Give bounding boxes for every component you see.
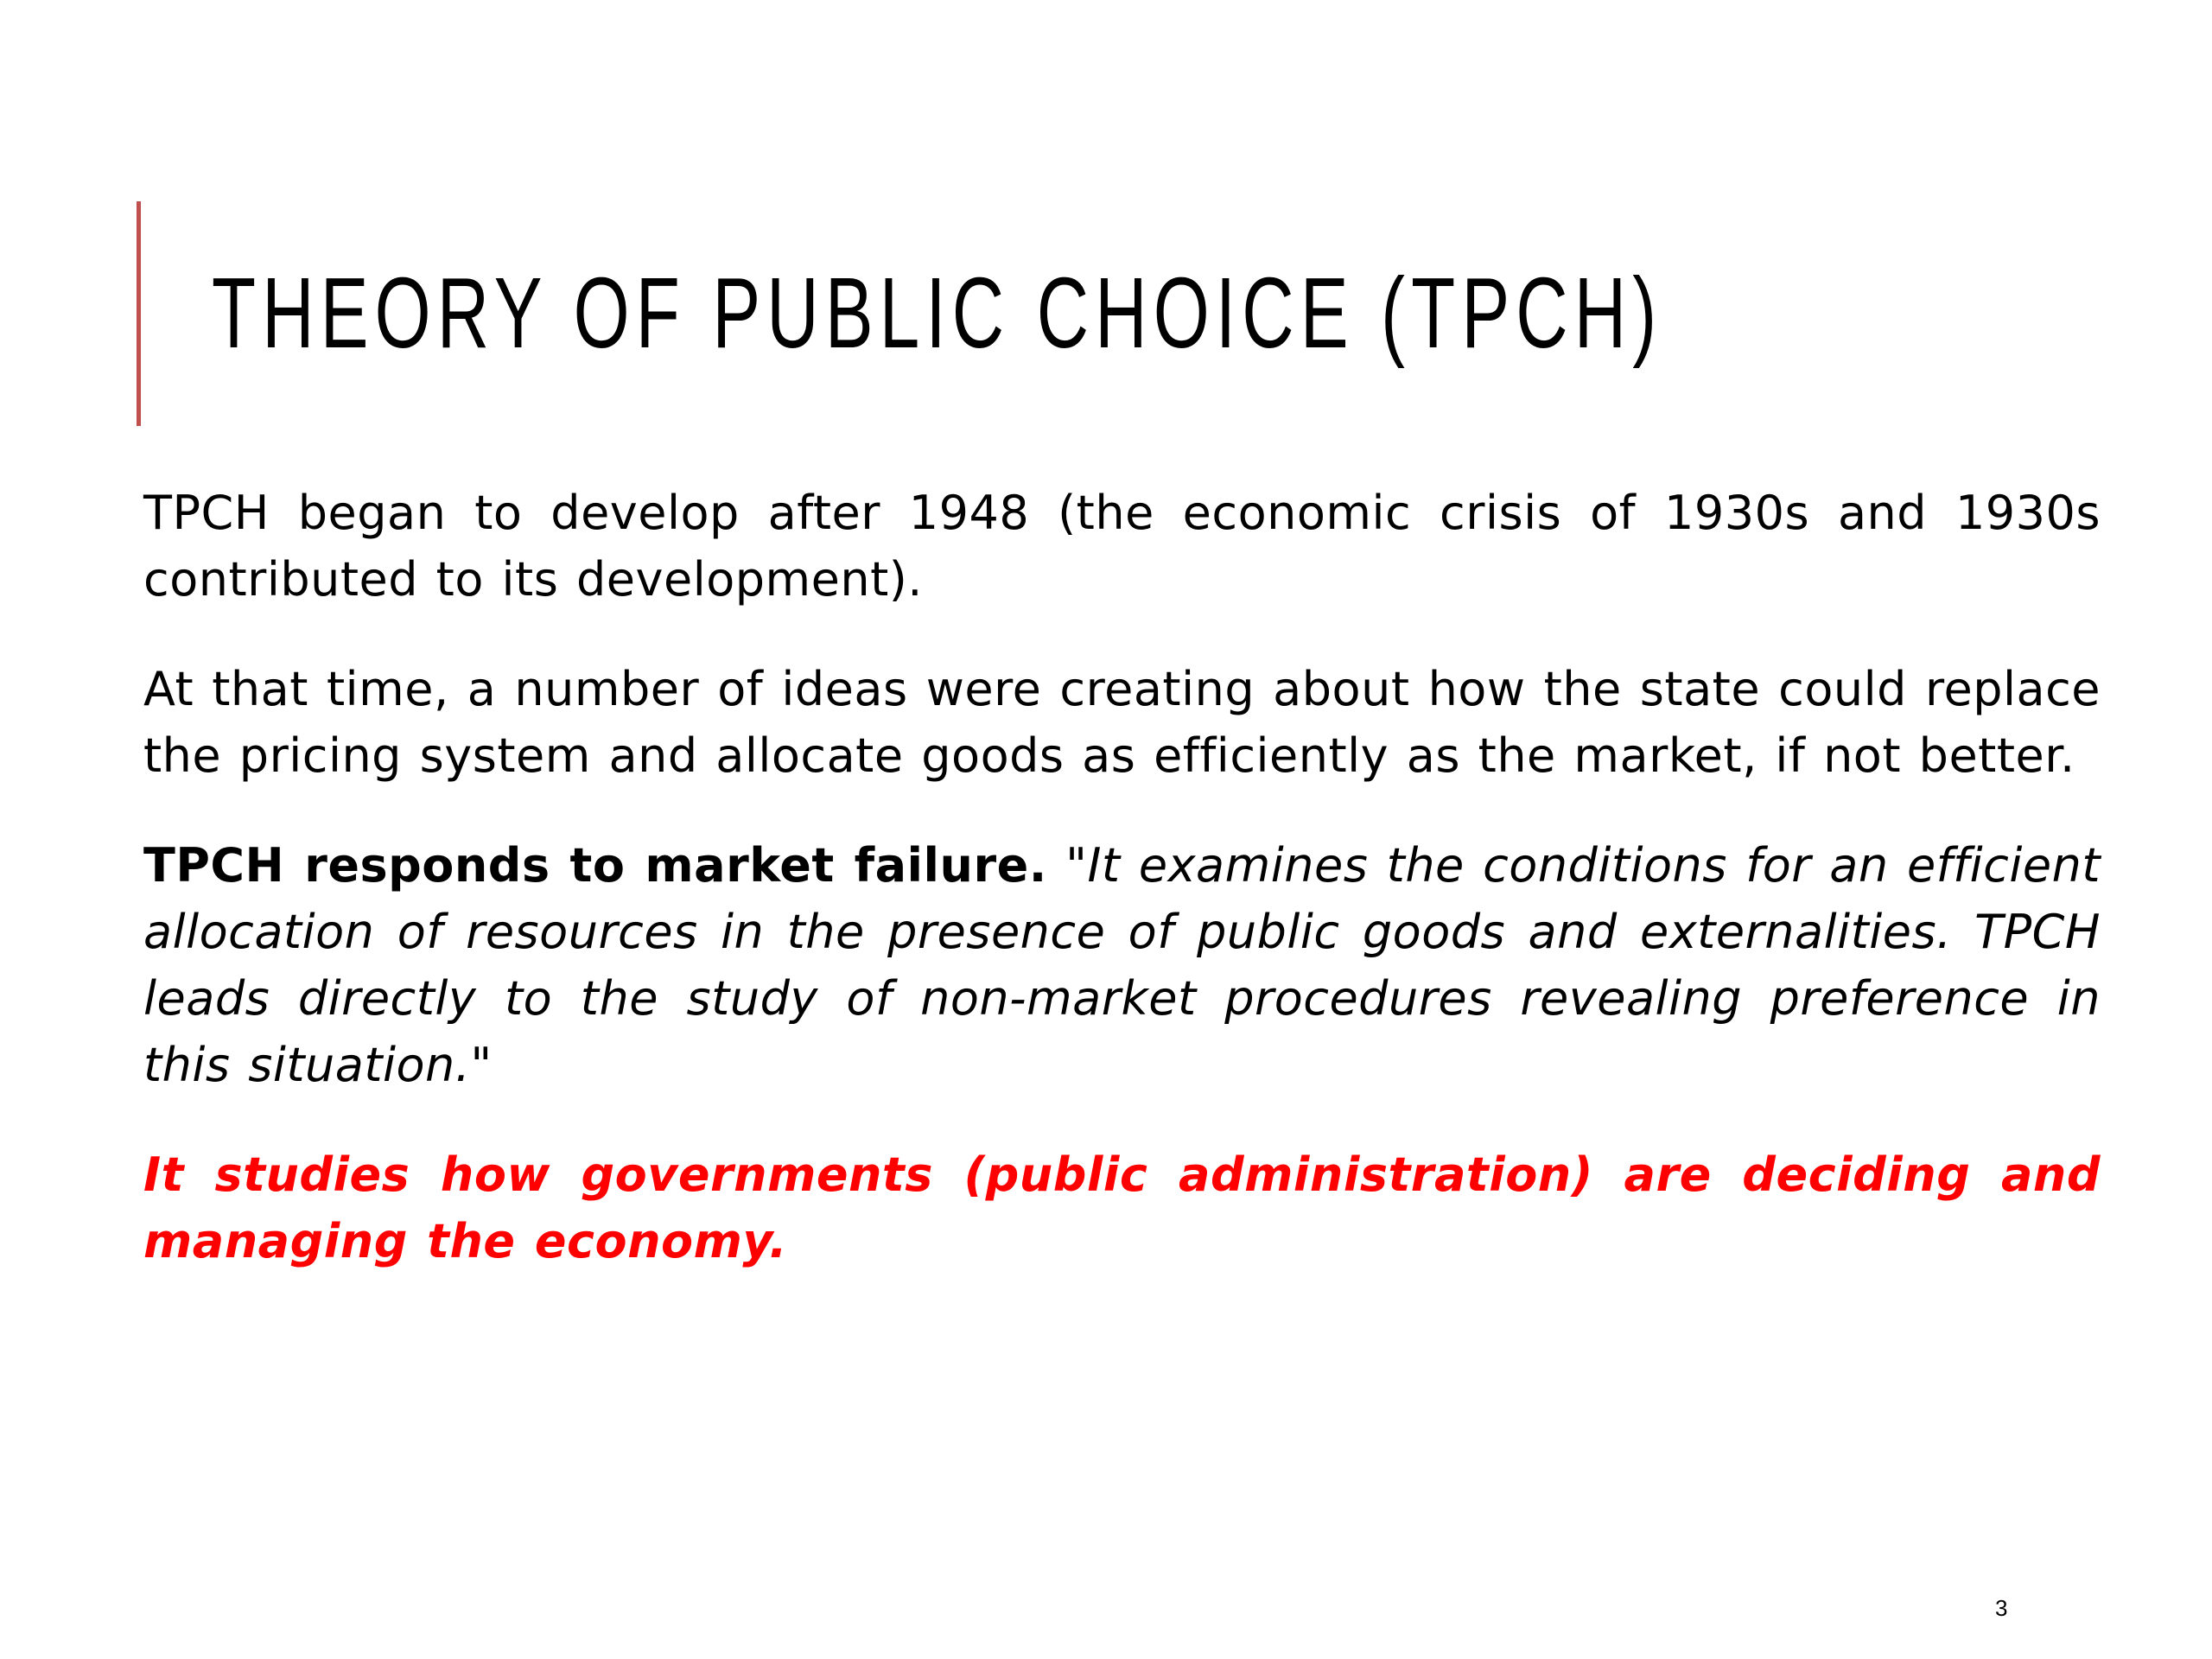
slide-title: THEORY OF PUBLIC CHOICE (TPCH) (212, 257, 1663, 369)
slide-body (143, 480, 2101, 1318)
paragraph-development: TPCH began to develop after 1948 (the economic crisis of 1930s and 1930s contributed to its development). (143, 486, 2101, 607)
paragraph-state-ideas: At that time, a number of ideas were creating about how the state could replace the pricing system and allocate goods as efficiently as the market, if not better. (143, 662, 2101, 783)
market-failure-quote: "It examines the conditions for an efficient allocation of resources in the presence of public goods and externalities. TPCH leads directly to the study of non-market procedures revealing preference in this situation." (143, 838, 2101, 1092)
paragraph-governments-highlight: It studies how governments (public administration) are deciding and managing the economy. (143, 1147, 2101, 1268)
paragraph-market-failure (143, 832, 2101, 1098)
page-number: 3 (1995, 1595, 2008, 1621)
market-failure-statement: TPCH responds to market failure. (143, 838, 1047, 893)
title-accent-bar (137, 201, 141, 426)
